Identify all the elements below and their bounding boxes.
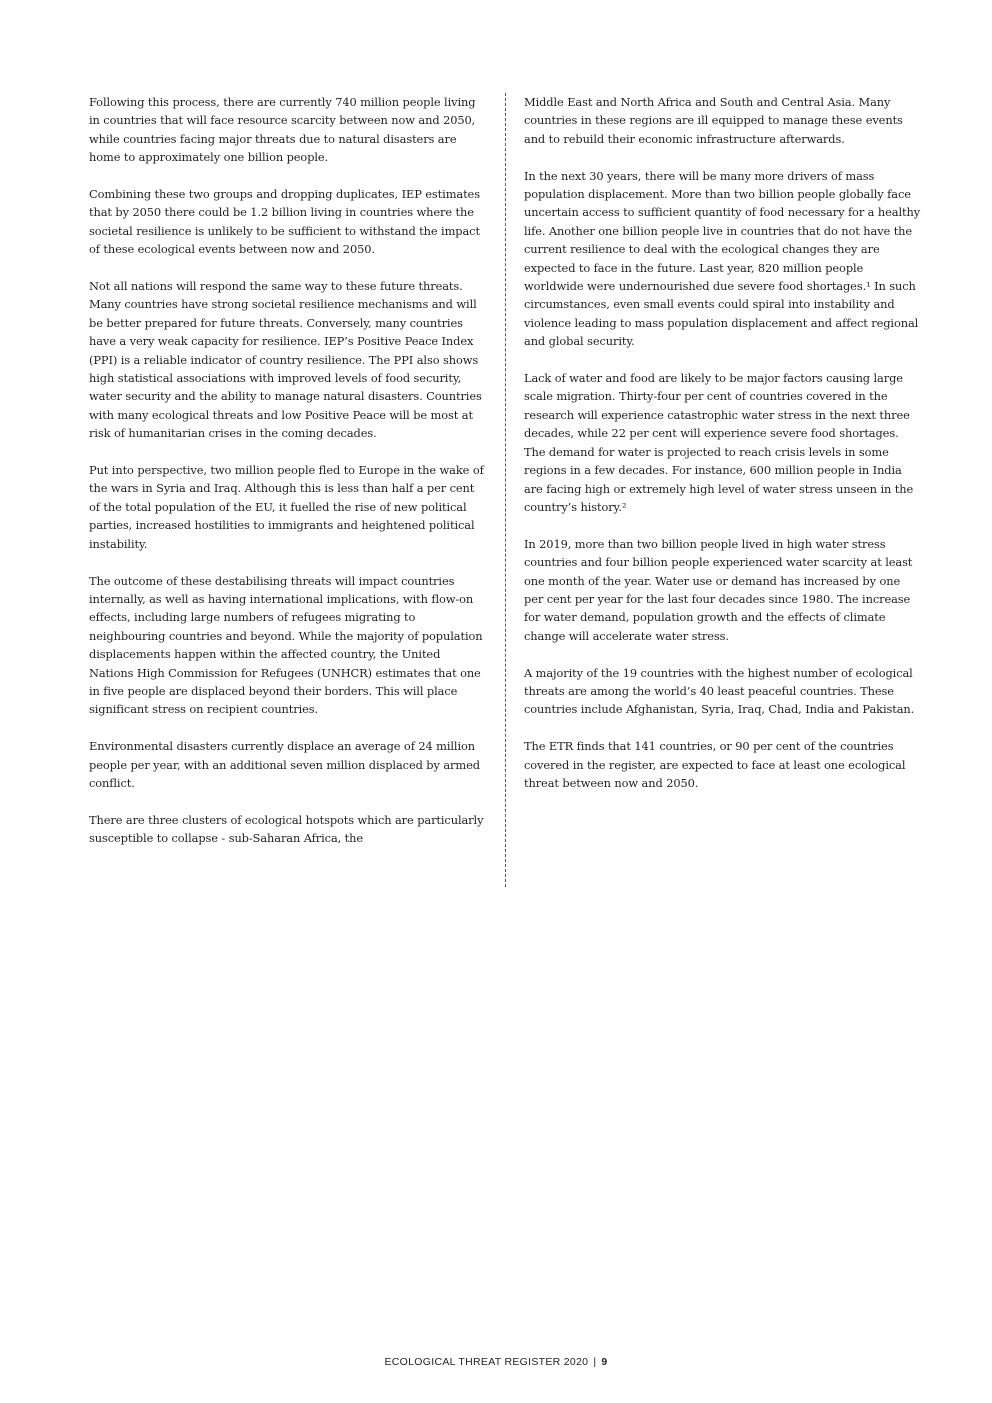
paragraph: Put into perspective, two million people fled to Europe in the wake of the wars in Syria and Iraq. Although this is less than half a per cent of the total population of the EU, it fuelled the rise of new political parties, increased hostilities to immigrants and heightened political instability.	[89, 463, 484, 551]
page-footer	[0, 1356, 992, 1368]
left-column	[89, 93, 487, 866]
paragraph: There are three clusters of ecological hotspots which are particularly susceptible to collapse - sub-Saharan Africa, the	[89, 812, 484, 846]
paragraph: The ETR finds that 141 countries, or 90 per cent of the countries covered in the register, are expected to face at least one ecological threat between now and 2050.	[524, 739, 906, 790]
paragraph: Lack of water and food are likely to be major factors causing large scale migration. Thirty-four per cent of countries covered in the research will experience catastrophic water stress in the next three decades, while 22 per cent will experience severe food shortages. The demand for water is projected to reach crisis levels in some regions in a few decades. For instance, 600 million people in India are facing high or extremely high level of water stress unseen in the country’s history.²	[524, 371, 914, 514]
paragraph: In the next 30 years, there will be many more drivers of mass population displacement. More than two billion people globally face uncertain access to sufficient quantity of food necessary for a healthy life. Another one billion people live in countries that do not have the current resilience to deal with the ecological changes they are expected to face in the future. Last year, 820 million people worldwide were undernourished due severe food shortages.¹ In such circumstances, even small events could spiral into instability and violence leading to mass population displacement and affect regional and global security.	[524, 168, 921, 349]
footer-title: ECOLOGICAL THREAT REGISTER 2020	[384, 1356, 589, 1368]
paragraph: Not all nations will respond the same way to these future threats. Many countries have strong societal resilience mechanisms and will be better prepared for future threats. Conversely, many countries have a very weak capacity for resilience. IEP’s Positive Peace Index (PPI) is a reliable indicator of country resilience. The PPI also shows high statistical associations with improved levels of food security, water security and the ability to manage natural disasters. Countries with many ecological threats and low Positive Peace will be most at risk of humanitarian crises in the coming decades.	[89, 279, 482, 441]
column-divider	[505, 93, 506, 887]
paragraph: Combining these two groups and dropping duplicates, IEP estimates that by 2050 there could be 1.2 billion living in countries where the societal resilience is unlikely to be sufficient to withstand the impact of these ecological events between now and 2050.	[89, 187, 480, 257]
paragraph: Middle East and North Africa and South and Central Asia. Many countries in these regions are ill equipped to manage these events and to rebuild their economic infrastructure afterwards.	[524, 95, 903, 146]
paragraph: Environmental disasters currently displace an average of 24 million people per year, with an additional seven million displaced by armed conflict.	[89, 739, 480, 790]
paragraph: Following this process, there are currently 740 million people living in countries that will face resource scarcity between now and 2050, while countries facing major threats due to natural disasters are home to approximately one billion people.	[89, 95, 476, 165]
page-number: 9	[601, 1356, 608, 1368]
paragraph: The outcome of these destabilising threats will impact countries internally, as well as having international implications, with flow-on effects, including large numbers of refugees migrating to neighbouring countries and beyond. While the majority of population displacements happen within the affected country, the United Nations High Commission for Refugees (UNHCR) estimates that one in five people are displaced beyond their borders. This will place significant stress on recipient countries.	[89, 573, 483, 717]
right-column	[524, 93, 922, 811]
paragraph: A majority of the 19 countries with the highest number of ecological threats are among the world’s 40 least peaceful countries. These countries include Afghanistan, Syria, Iraq, Chad, India and Pakistan.	[524, 665, 915, 717]
footer-separator: |	[593, 1356, 597, 1368]
paragraph: In 2019, more than two billion people lived in high water stress countries and four billion people experienced water scarcity at least one month of the year. Water use or demand has increased by one per cent per year for the last four decades since 1980. The increase for water demand, population growth and the effects of climate change will accelerate water stress.	[524, 536, 913, 643]
